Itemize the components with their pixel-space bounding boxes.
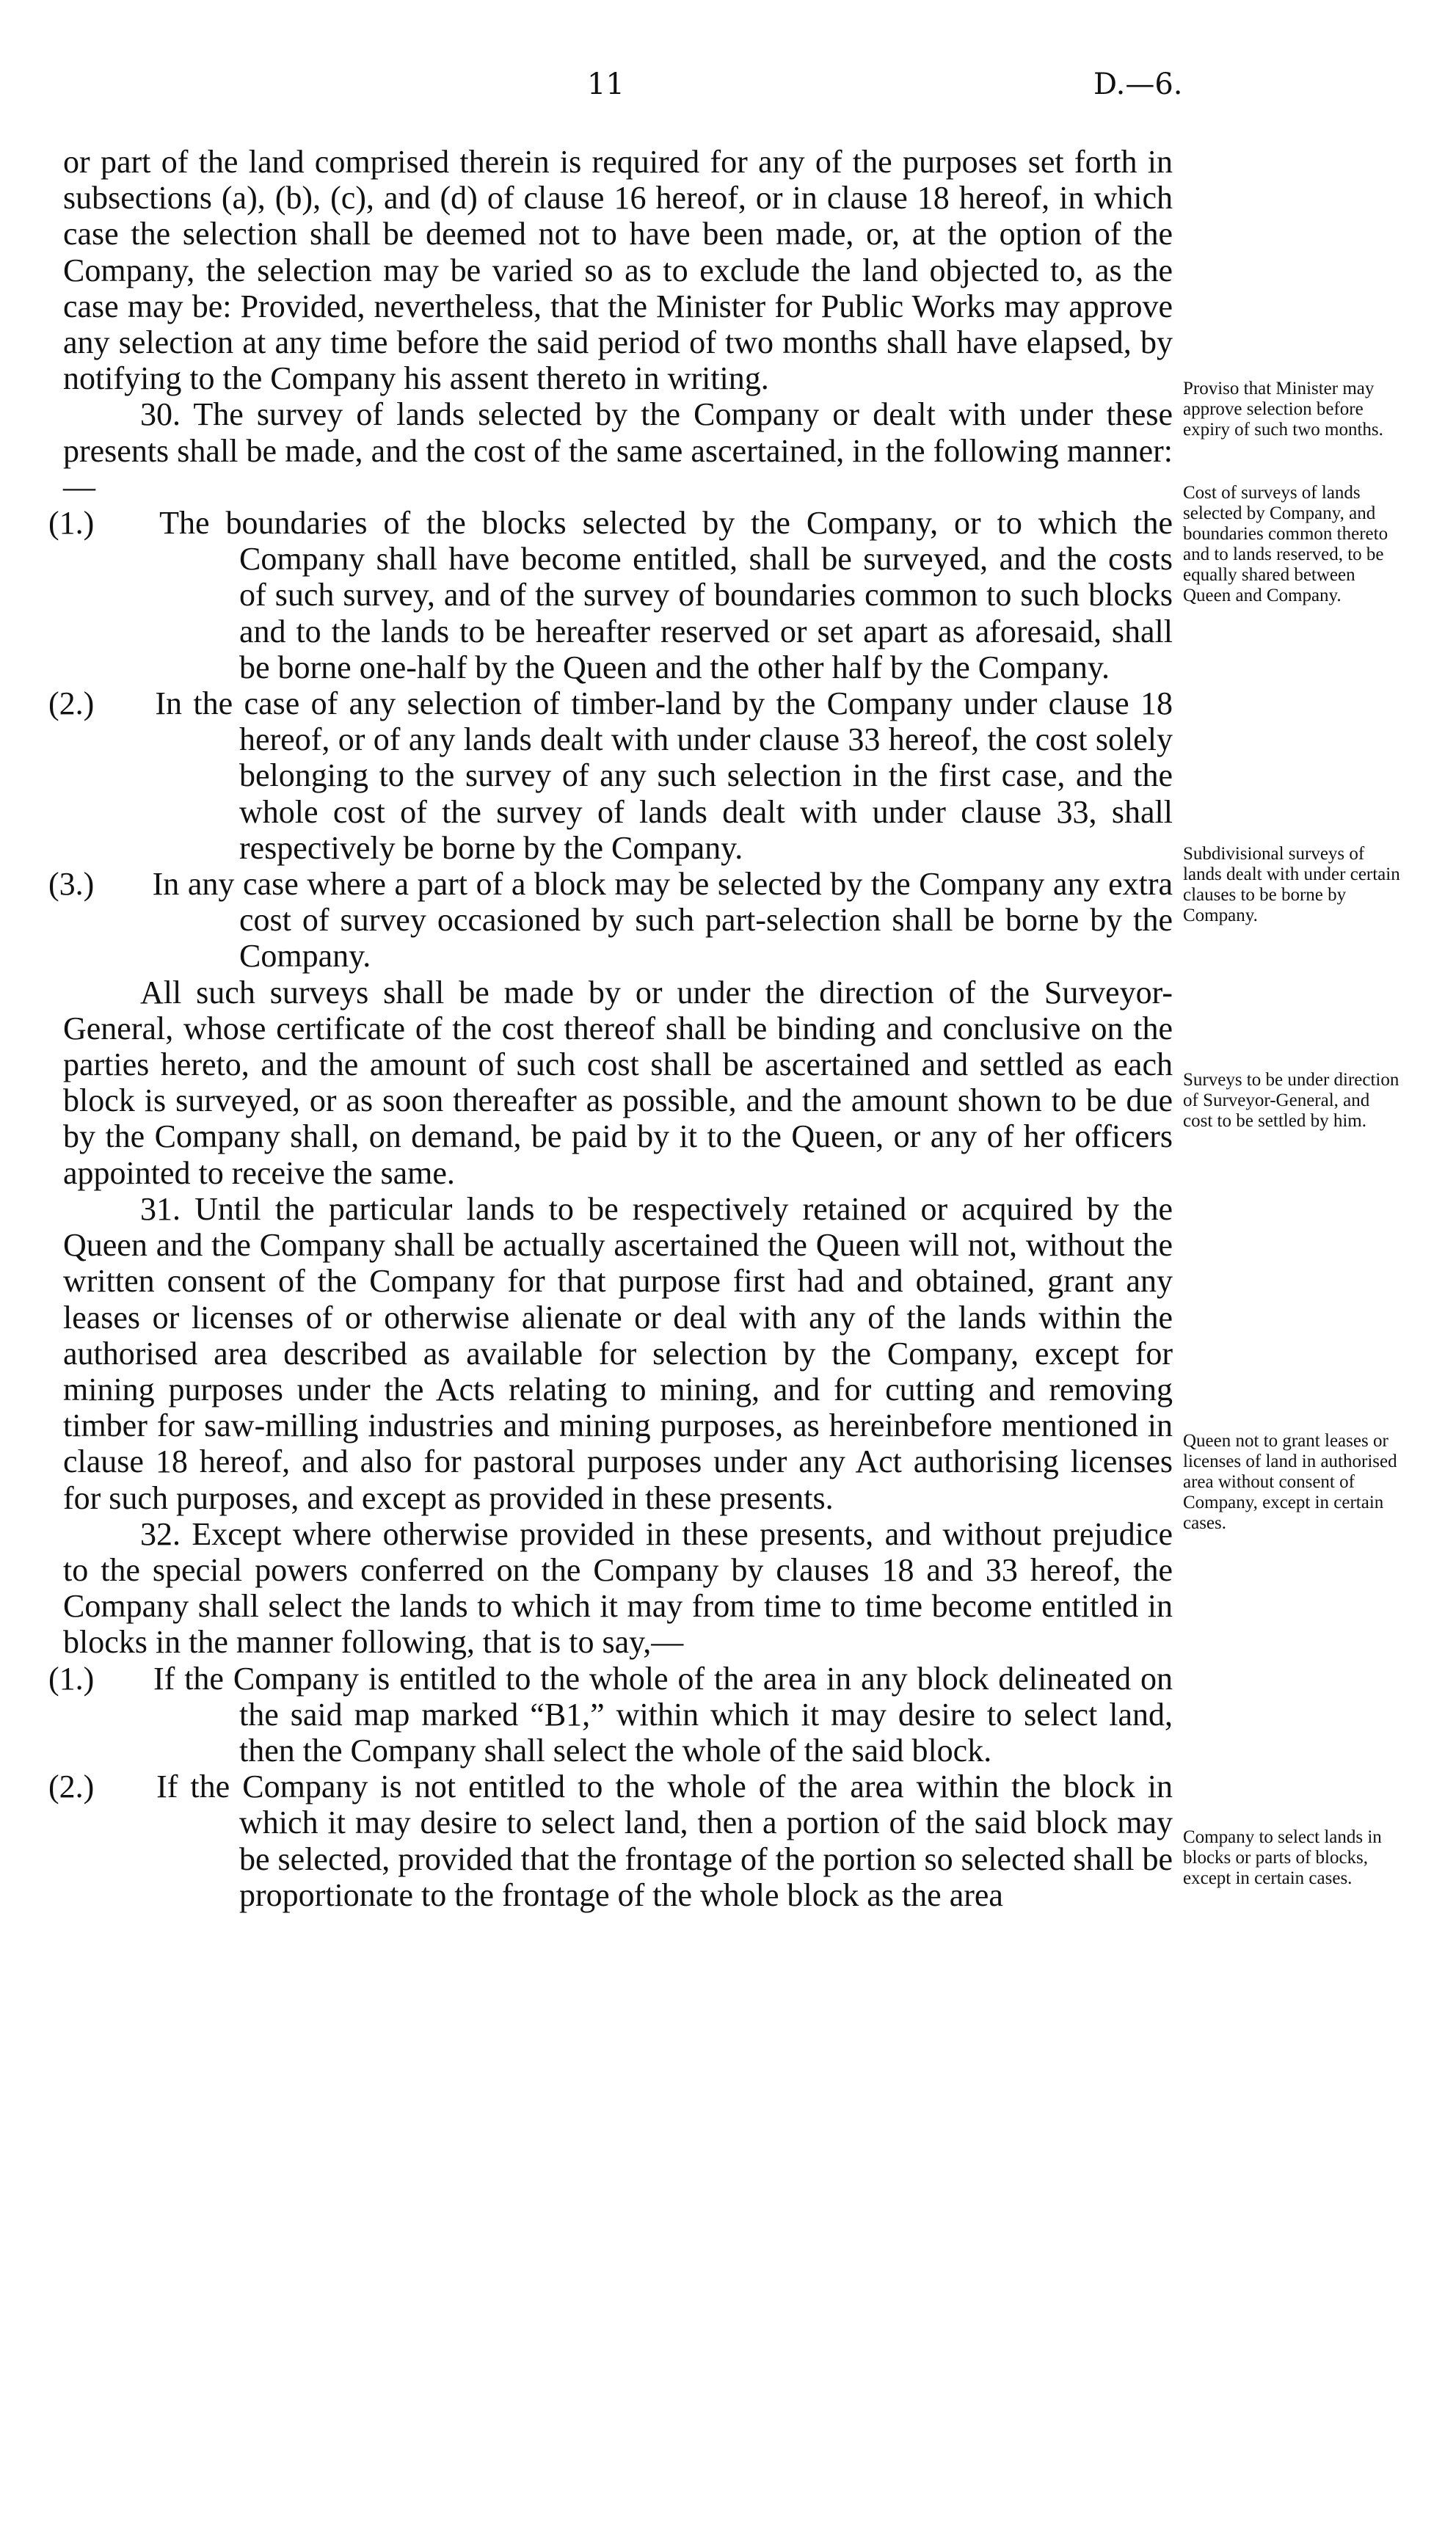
- clause-32: 32. Except where otherwise provided in these presents, and without prejudice to the special powers conferred on the Company by clauses 18 and 33 hereof, the Company shall select the lands to which it may from time to time become entitled in blocks in the manner following, that is to say,—: [63, 1515, 1173, 1661]
- margin-note-subdivisional-surveys: Subdivisional surveys of lands dealt with under certain clauses to be borne by Company.: [1183, 844, 1400, 925]
- margin-note-select-lands: Company to select lands in blocks or parts of blocks, except in certain cases.: [1183, 1827, 1382, 1888]
- clause-32-item-2: (2.) If the Company is not entitled to the whole of the area within the block in which it may desire to select land, then a portion of the said block may be selected, provided that the frontage of the portion so selected shall be proportionate to the frontage of the whole block as the area: [48, 1769, 1173, 1913]
- margin-note-survey-costs: Cost of surveys of lands selected by Company, and boundaries common thereto and to lands reserved, to be equally shared between Queen and Company.: [1183, 483, 1388, 605]
- item-text: In the case of any selection of timber-land by the Company under clause 18 hereof, or of any lands dealt with under clause 33 hereof, the cost solely belonging to the survey of any such selection in the first case, and the whole cost of the survey of lands dealt with under clause 33, shall respectively be borne by the Company.: [155, 685, 1173, 866]
- page-number: 11: [587, 68, 625, 101]
- clause-30-item-1: (1.) The boundaries of the blocks selected by the Company, or to which the Company shall have become entitled, shall be surveyed, and the costs of such survey, and of the survey of boundaries common to such blocks and to the lands to be hereafter reserved or set apart as aforesaid, shall be borne one-half by the Queen and the other half by the Company.: [48, 505, 1173, 685]
- margin-note-surveyor-general: Surveys to be under direction of Surveyor-General, and cost to be settled by him.: [1183, 1070, 1399, 1131]
- item-text: If the Company is entitled to the whole of the area in any block delineated on the said map marked “B1,” within which it may desire to select land, then the Company shall select the whole of the said block.: [153, 1660, 1173, 1769]
- item-text: The boundaries of the blocks selected by the Company, or to which the Company shall have become entitled, shall be surveyed, and the costs of such survey, and of the survey of boundaries common to such blocks and to the lands to be hereafter reserved or set apart as aforesaid, shall be borne one-half by the Queen and the other half by the Company.: [159, 505, 1173, 685]
- main-text-column: [48, 144, 1173, 1913]
- clause-30-item-2: (2.) In the case of any selection of timber-land by the Company under clause 18 hereof, or of any lands dealt with under clause 33 hereof, the cost solely belonging to the survey of any such selection in the first case, and the whole cost of the survey of lands dealt with under clause 33, shall respectively be borne by the Company.: [48, 685, 1173, 866]
- margin-note-leases: Queen not to grant leases or licenses of land in authorised area without consent of Company, except in certain cases.: [1183, 1431, 1397, 1533]
- surveys-paragraph: All such surveys shall be made by or under the direction of the Surveyor-General, whose certificate of the cost thereof shall be binding and conclusive on the parties hereto, and the amount of such cost shall be ascertained and settled as each block is surveyed, or as soon thereafter as possible, and the amount shown to be due by the Company shall, on demand, be paid by it to the Queen, or any of her officers appointed to receive the same.: [63, 974, 1173, 1191]
- clause-31: 31. Until the particular lands to be respectively retained or acquired by the Queen and the Company shall be actually ascertained the Queen will not, without the written consent of the Company for that purpose first had and obtained, grant any leases or licenses of or otherwise alienate or deal with any of the lands within the authorised area described as available for selection by the Company, except for mining purposes under the Acts relating to mining, and for cutting and removing timber for saw-milling industries and mining purposes, as hereinbefore mentioned in clause 18 hereof, and also for pastoral purposes under any Act authorising licenses for such purposes, and except as provided in these presents.: [63, 1190, 1173, 1516]
- clause-30-item-3: (3.) In any case where a part of a block may be selected by the Company any extra cost of survey occasioned by such part-selection shall be borne by the Company.: [48, 866, 1173, 975]
- paragraph-continuation: or part of the land comprised therein is required for any of the purposes set forth in subsections (a), (b), (c), and (d) of clause 16 hereof, or in clause 18 hereof, in which case the selection shall be deemed not to have been made, or, at the option of the Company, the selection may be varied so as to exclude the land objected to, as the case may be: Provided, nevertheless, that the Minister for Public Works may approve any selection at any time before the said period of two months shall have elapsed, by notifying to the Company his assent thereto in writing.: [63, 144, 1173, 397]
- item-text: In any case where a part of a block may be selected by the Company any extra cost of survey occasioned by such part-selection shall be borne by the Company.: [152, 866, 1173, 975]
- clause-32-item-1: (1.) If the Company is entitled to the whole of the area in any block delineated on the said map marked “B1,” within which it may desire to select land, then the Company shall select the whole of the said block.: [48, 1660, 1173, 1769]
- item-text: If the Company is not entitled to the whole of the area within the block in which it may desire to select land, then a portion of the said block may be selected, provided that the frontage of the portion so selected shall be proportionate to the frontage of the whole block as the area: [156, 1769, 1173, 1913]
- page-header: [0, 68, 1456, 112]
- document-reference: D.—6.: [1093, 68, 1183, 101]
- clause-30: 30. The survey of lands selected by the Company or dealt with under these presents shall be made, and the cost of the same ascertained, in the following manner:—: [63, 396, 1173, 505]
- margin-note-proviso: Proviso that Minister may approve selection before expiry of such two months.: [1183, 379, 1383, 440]
